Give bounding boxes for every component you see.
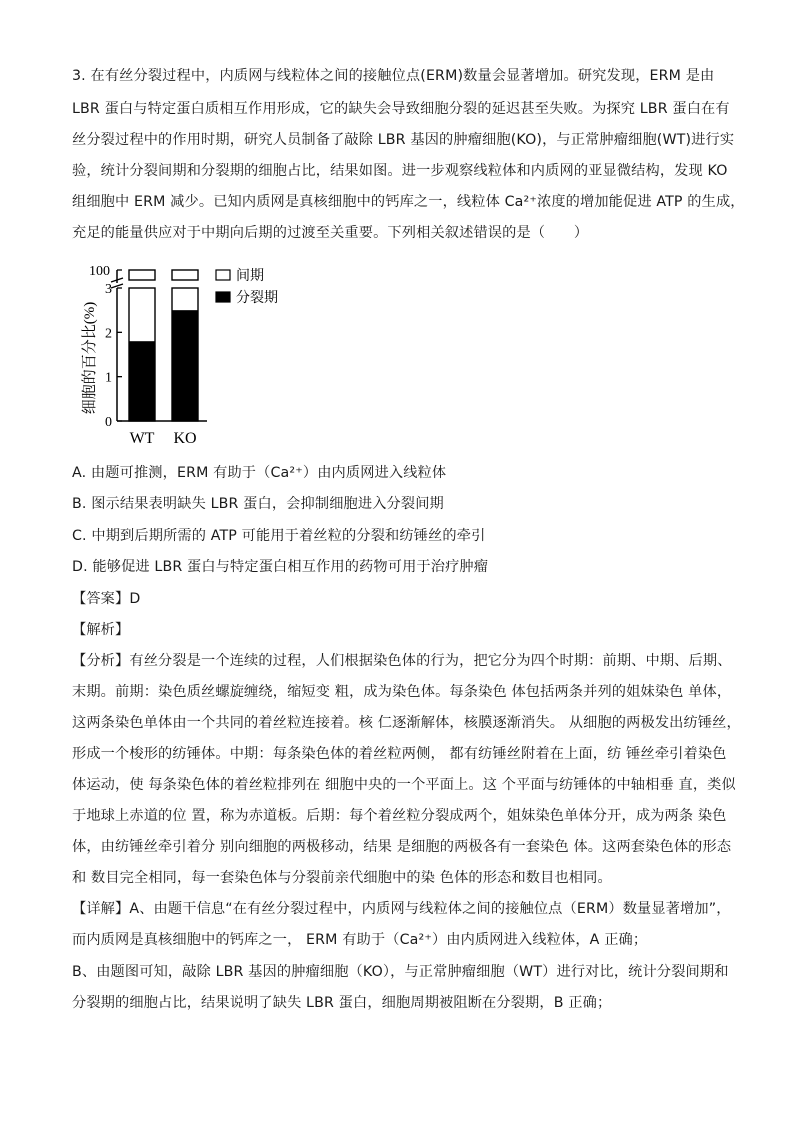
- legend-swatch-interphase: [216, 270, 230, 280]
- answer-line: [72, 589, 732, 609]
- cell-percentage-chart: [72, 258, 322, 453]
- x-tick-label-KO: KO: [173, 430, 197, 447]
- detail-text-1: A、由题干信息“在有丝分裂过程中，内质网与线粒体之间的接触位点（ERM）数量显著增加”，: [129, 901, 731, 917]
- analysis-line-7: 体，由纺锤丝牵引着分 别向细胞的两极移动，结果 是细胞的两极各有一套染色 体。这两套染色体的形态: [72, 839, 732, 855]
- analysis-line-1: [72, 651, 732, 671]
- analysis-line-5: 体运动，使 每条染色体的着丝粒排列在 细胞中央的一个平面上。这 个平面与纺锤体的中轴相垂 直，类似: [72, 777, 736, 793]
- y-tick-label-100: 100: [89, 264, 110, 279]
- option-d: D. 能够促进 LBR 蛋白与特定蛋白相互作用的药物可用于治疗肿瘤: [72, 559, 489, 575]
- detail-line-3: B、由题图可知，敲除 LBR 基因的肿瘤细胞（KO），与正常肿瘤细胞（WT）进行对比，统计分裂间期和: [72, 964, 729, 980]
- y-tick-label-0: 0: [105, 415, 112, 430]
- y-tick-label-2: 2: [105, 326, 112, 342]
- question-line-3: 丝分裂过程中的作用时期，研究人员制备了敲除 LBR 基因的肿瘤细胞(KO)，与正常肿瘤细胞(WT)进行实: [72, 132, 735, 148]
- question-line-1: 3. 在有丝分裂过程中，内质网与线粒体之间的接触位点(ERM)数量会显著增加。研究发现，ERM 是由: [72, 68, 715, 84]
- chart-svg: [72, 258, 322, 453]
- analysis-line-6: 于地球上赤道的位 置，称为赤道板。后期：每个着丝粒分裂成两个，姐妹染色单体分开，成为两条 染色: [72, 808, 727, 824]
- analysis-line-2: 末期。前期：染色质丝螺旋缠绕，缩短变 粗，成为染色体。每条染色 体包括两条并列的姐妹染色 单体，: [72, 684, 732, 700]
- answer-label: 【答案】: [72, 591, 130, 607]
- analysis-label: 【分析】: [72, 653, 130, 669]
- analysis-line-3: 这两条染色单体由一个共同的着丝粒连接着。核 仁逐渐解体，核膜逐渐消失。 从细胞的两极发出纺锤丝，: [72, 715, 741, 731]
- question-line-2: LBR 蛋白与特定蛋白质相互作用形成，它的缺失会导致细胞分裂的延迟甚至失败。为探究 LBR 蛋白在有: [72, 101, 730, 117]
- bar-interphase-top-KO: [172, 270, 198, 280]
- analysis-line-8: 和 数目完全相同，每一套染色体与分裂前亲代细胞中的染 色体的形态和数目也相同。: [72, 870, 612, 886]
- detail-line-2: 而内质网是真核细胞中的钙库之一， ERM 有助于（Ca²⁺）由内质网进入线粒体，A 正确；: [72, 932, 648, 948]
- analysis-header: 【解析】: [72, 622, 130, 638]
- y-tick-label-3: 3: [105, 282, 112, 297]
- bar-interphase-top-WT: [129, 270, 155, 280]
- legend-swatch-mitosis: [216, 292, 230, 302]
- detail-label: 【详解】: [72, 901, 130, 917]
- legend-label-mitosis: 分裂期: [236, 291, 278, 306]
- detail-line-4: 分裂期的细胞占比，结果说明了缺失 LBR 蛋白，细胞周期被阻断在分裂期，B 正确；: [72, 995, 612, 1011]
- analysis-text-1: 有丝分裂是一个连续的过程，人们根据染色体的行为，把它分为四个时期：前期、中期、后期、: [129, 653, 732, 669]
- question-line-5: 组细胞中 ERM 减少。已知内质网是真核细胞中的钙库之一，线粒体 Ca²⁺浓度的增加能促进 ATP 的生成，: [72, 194, 745, 210]
- option-b: B. 图示结果表明缺失 LBR 蛋白，会抑制细胞进入分裂间期: [72, 496, 444, 512]
- y-tick-label-1: 1: [105, 370, 112, 386]
- question-line-6: 充足的能量供应对于中期向后期的过渡至关重要。下列相关叙述错误的是（ ）: [72, 225, 589, 241]
- legend-label-interphase: 间期: [236, 269, 264, 284]
- x-tick-label-WT: WT: [129, 430, 155, 447]
- detail-line-1: [72, 899, 732, 919]
- bar-mitosis-WT: [129, 341, 155, 421]
- answer-value: D: [129, 591, 141, 607]
- question-line-4: 验，统计分裂间期和分裂期的细胞占比，结果如图。进一步观察线粒体和内质网的亚显微结构，发现 KO: [72, 163, 728, 179]
- analysis-line-4: 形成一个梭形的纺锤体。中期：每条染色体的着丝粒两侧， 都有纺锤丝附着在上面，纺 锤丝牵引着染色: [72, 746, 727, 762]
- option-c: C. 中期到后期所需的 ATP 可能用于着丝粒的分裂和纺锤丝的牵引: [72, 528, 486, 544]
- y-axis-label: 细胞的百分比(%): [82, 301, 98, 415]
- option-a: A. 由题可推测，ERM 有助于（Ca²⁺）由内质网进入线粒体: [72, 465, 447, 481]
- bar-mitosis-KO: [172, 310, 198, 421]
